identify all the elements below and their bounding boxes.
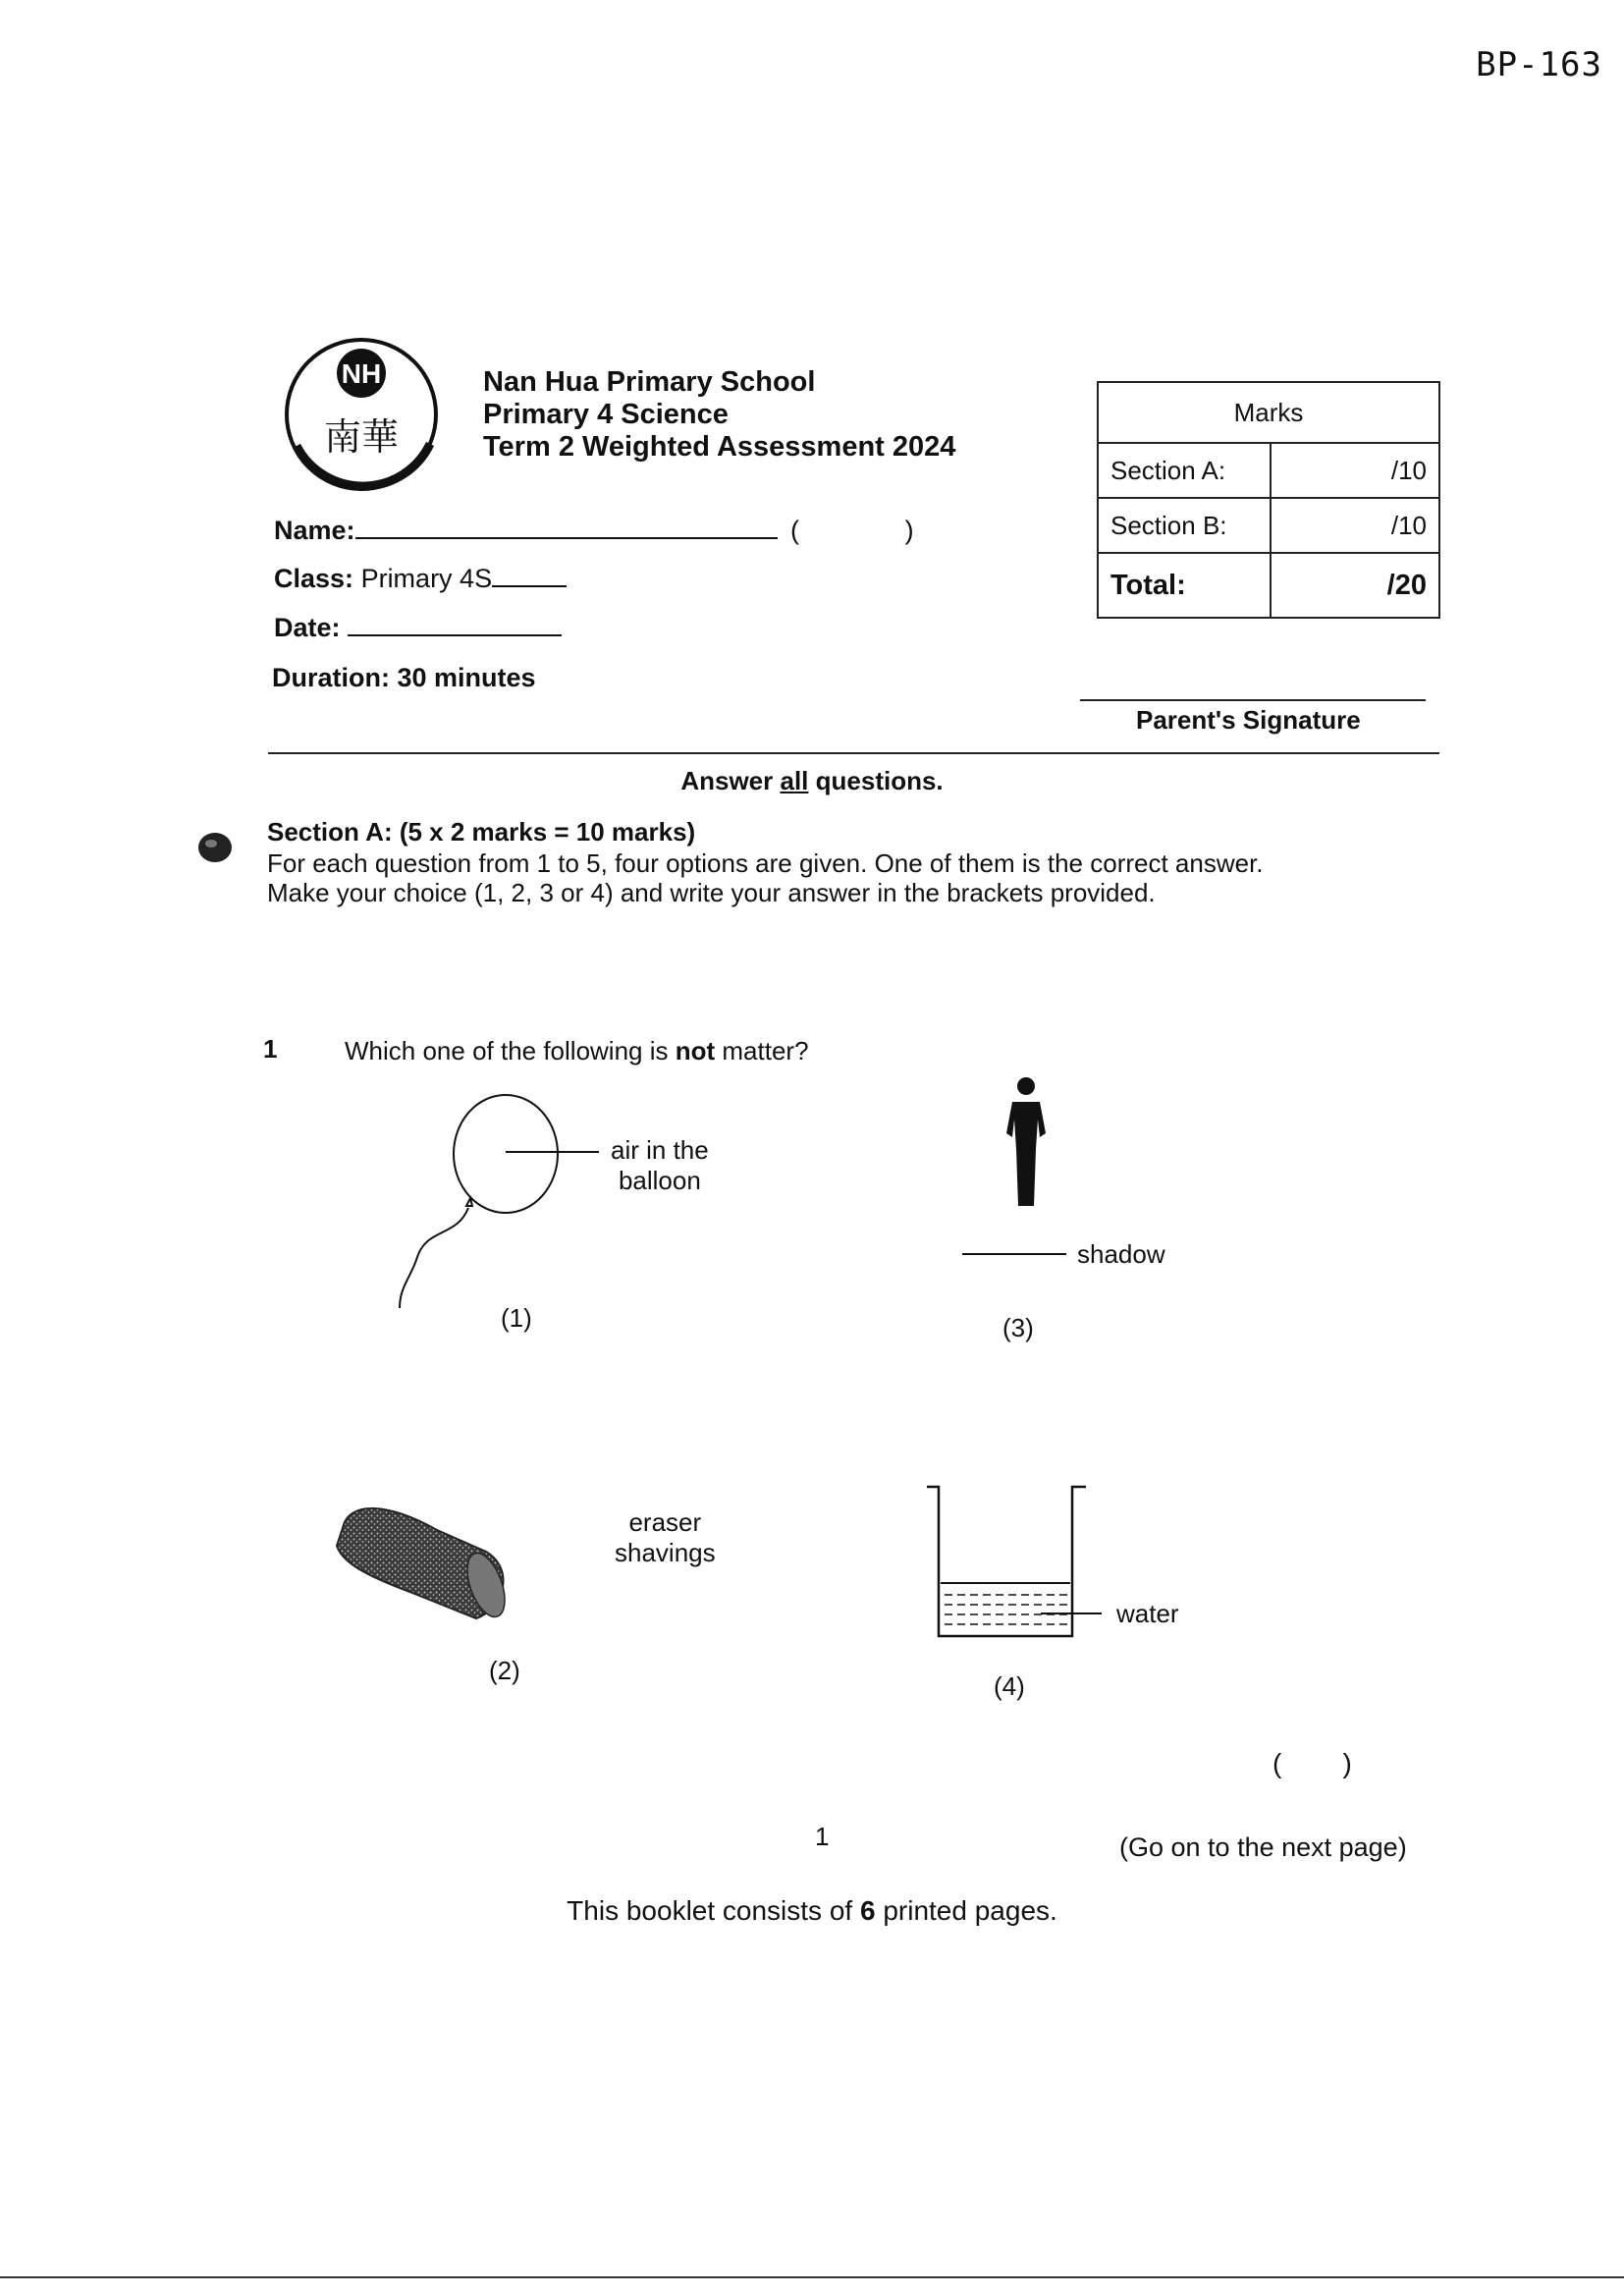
answer-bracket[interactable]: ( ) xyxy=(1272,1748,1352,1778)
class-label: Class: xyxy=(274,564,354,593)
question-number: 1 xyxy=(263,1034,278,1064)
option-4-number: (4) xyxy=(994,1671,1025,1701)
option-2-label xyxy=(615,1507,716,1568)
date-label: Date: xyxy=(274,613,341,642)
marks-table xyxy=(1097,381,1440,619)
logo-letters: NH xyxy=(341,358,382,389)
divider-rule xyxy=(268,752,1439,754)
booklet-page-count: 6 xyxy=(859,1895,876,1926)
option-1-label-line-2: balloon xyxy=(618,1166,701,1195)
name-label: Name: xyxy=(274,516,355,545)
school-logo xyxy=(283,336,446,493)
subject-title: Primary 4 Science xyxy=(483,399,729,430)
school-name: Nan Hua Primary School xyxy=(483,366,816,398)
school-heading xyxy=(483,366,955,464)
marks-header: Marks xyxy=(1098,382,1439,443)
option-1-label-line-1: air in the xyxy=(611,1135,709,1165)
section-a-line-1: For each question from 1 to 5, four options are given. One of them is the correct answer. xyxy=(267,848,1264,878)
answer-suffix: questions. xyxy=(808,766,944,795)
section-a-line-2: Make your choice (1, 2, 3 or 4) and write your answer in the brackets provided. xyxy=(267,878,1156,907)
question-text-bold: not xyxy=(675,1036,716,1066)
date-field xyxy=(274,613,562,643)
marks-total-score: /20 xyxy=(1271,553,1439,618)
booklet-note-end: printed pages. xyxy=(875,1895,1057,1926)
question-text xyxy=(345,1036,809,1066)
question-text-end: matter? xyxy=(715,1036,809,1066)
shadow-pointer-line xyxy=(962,1253,1066,1255)
section-a-title: Section A: (5 x 2 marks = 10 marks) xyxy=(267,817,696,847)
beaker-water-illustration xyxy=(923,1483,1105,1650)
option-1-number: (1) xyxy=(501,1303,532,1333)
option-3-label: shadow xyxy=(1077,1239,1165,1269)
balloon-illustration xyxy=(388,1090,614,1316)
booklet-note xyxy=(0,1895,1624,1927)
class-line[interactable] xyxy=(492,566,567,587)
marks-row-label: Section A: xyxy=(1098,443,1271,498)
marks-row-score: /10 xyxy=(1271,443,1439,498)
duration: Duration: 30 minutes xyxy=(272,663,536,692)
index-open-bracket: ( xyxy=(790,516,800,545)
marks-total-label: Total: xyxy=(1098,553,1271,618)
answer-all-instruction xyxy=(0,766,1624,796)
assessment-title: Term 2 Weighted Assessment 2024 xyxy=(483,431,956,463)
answer-prefix: Answer xyxy=(680,766,781,795)
answer-underlined: all xyxy=(780,766,809,795)
class-value: Primary 4S xyxy=(360,564,493,593)
marks-row-total xyxy=(1098,553,1439,618)
person-silhouette xyxy=(987,1072,1065,1210)
next-page-note: (Go on to the next page) xyxy=(1119,1832,1407,1862)
option-3-number: (3) xyxy=(1002,1313,1034,1342)
index-close-bracket: ) xyxy=(904,516,914,545)
option-2-label-line-2: shavings xyxy=(615,1538,716,1567)
option-2-number: (2) xyxy=(489,1656,520,1685)
marks-row-section-b xyxy=(1098,498,1439,553)
marks-row-score: /10 xyxy=(1271,498,1439,553)
marks-row-section-a xyxy=(1098,443,1439,498)
class-field xyxy=(274,564,567,594)
question-text-start: Which one of the following is xyxy=(345,1036,676,1066)
logo-chinese: 南華 xyxy=(323,415,400,459)
scan-edge-line xyxy=(0,2276,1624,2278)
option-4-label: water xyxy=(1116,1599,1179,1628)
page-number: 1 xyxy=(815,1822,830,1851)
option-1-label xyxy=(611,1135,709,1196)
booklet-note-start: This booklet consists of xyxy=(567,1895,860,1926)
marks-row-label: Section B: xyxy=(1098,498,1271,553)
parent-signature-label: Parent's Signature xyxy=(1136,705,1361,735)
eraser-shavings-illustration xyxy=(329,1491,515,1628)
section-a-instructions xyxy=(267,848,1264,907)
document-code: BP-163 xyxy=(1476,45,1602,84)
name-field xyxy=(274,516,914,546)
hole-punch-mark xyxy=(196,830,234,865)
option-2-label-line-1: eraser xyxy=(628,1507,702,1537)
parent-signature-line[interactable] xyxy=(1080,699,1426,701)
name-line[interactable] xyxy=(355,518,778,539)
date-line[interactable] xyxy=(348,615,562,636)
